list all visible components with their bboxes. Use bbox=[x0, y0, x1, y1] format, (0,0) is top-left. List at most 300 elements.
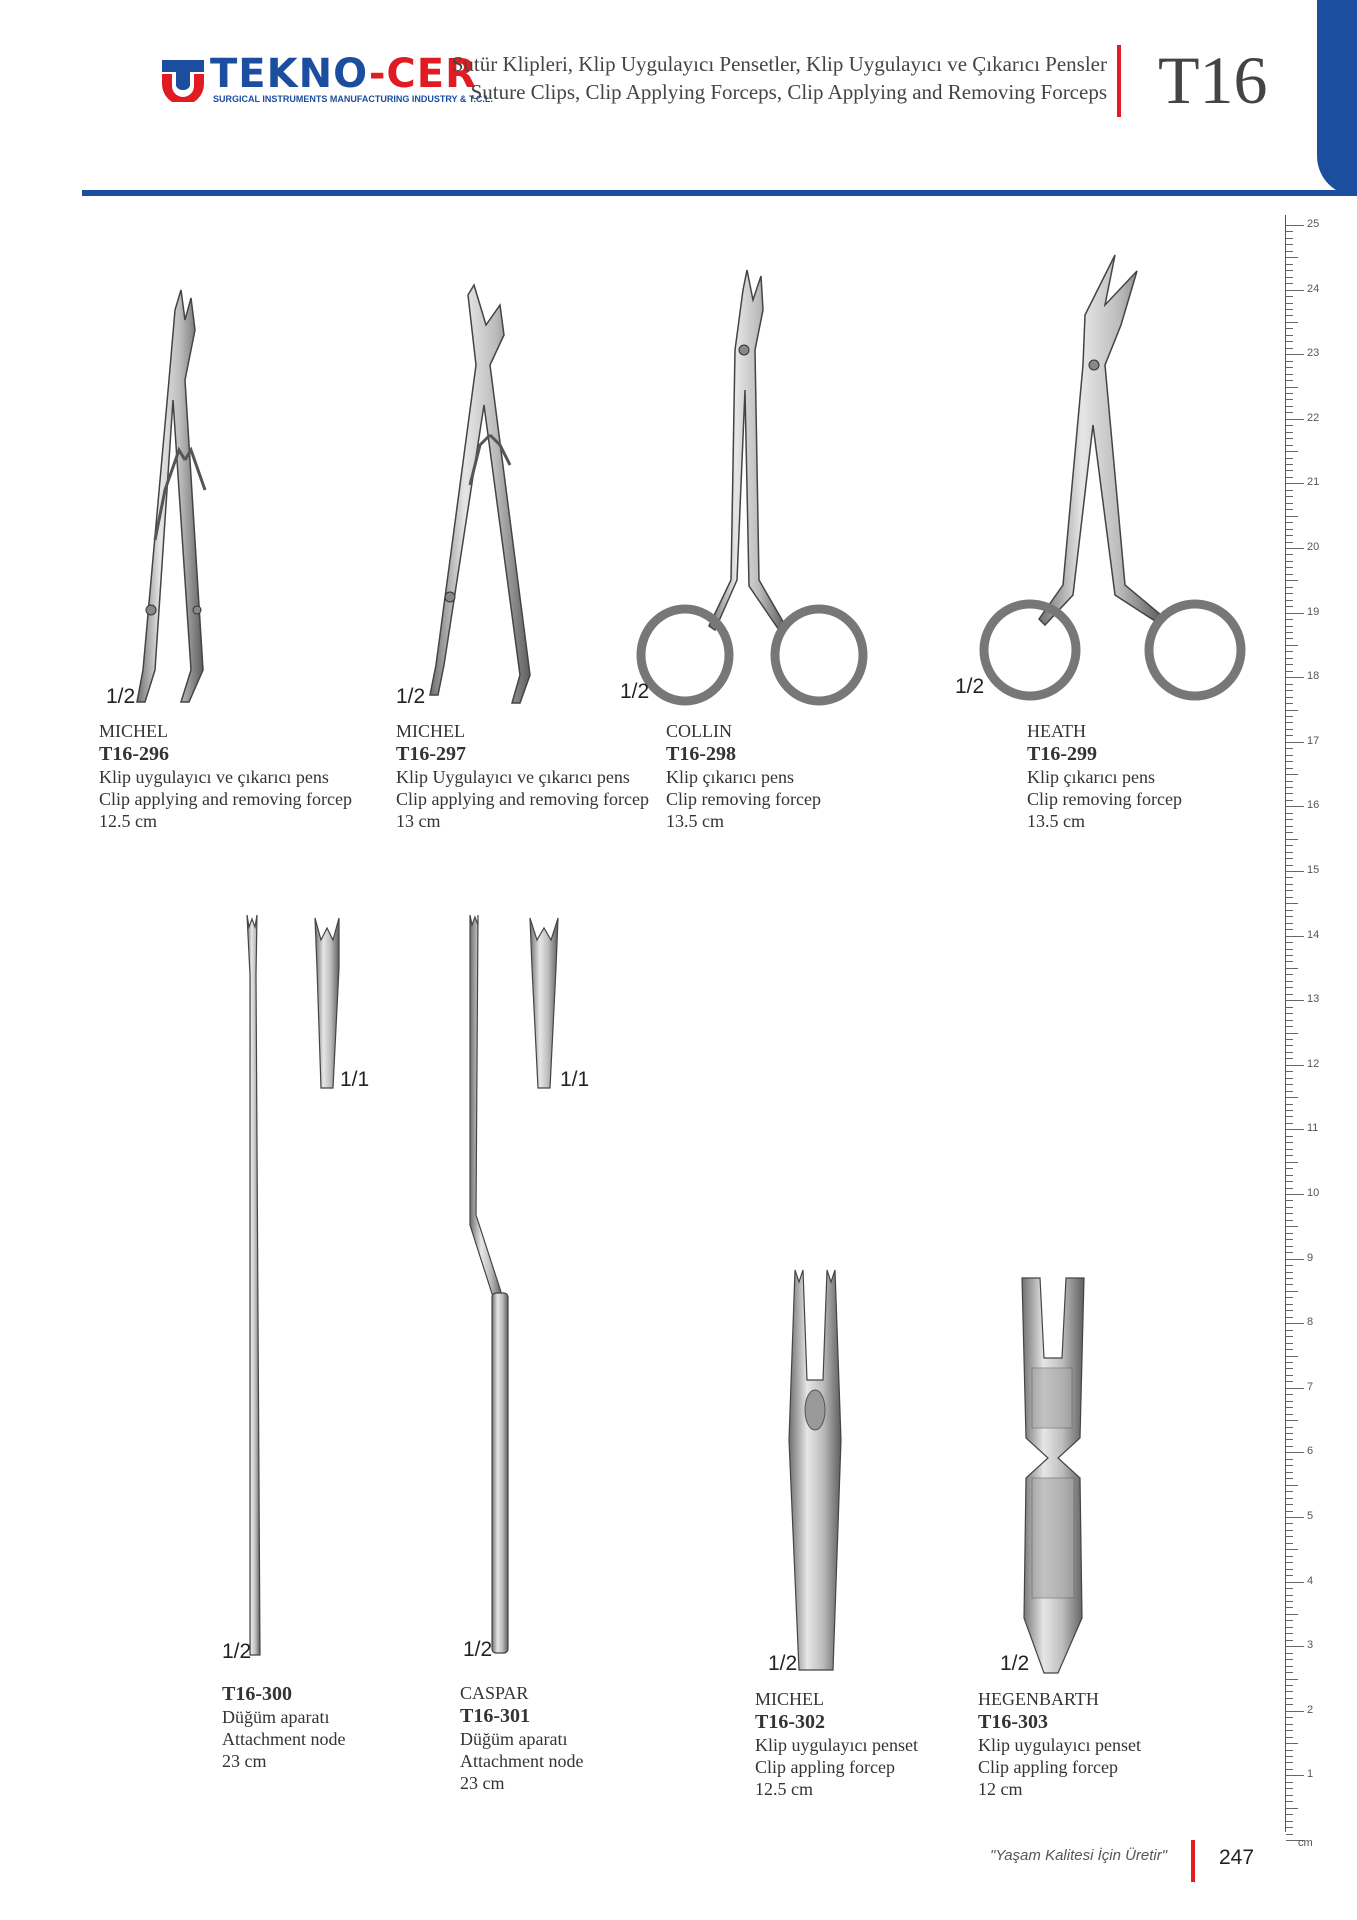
ruler-tick bbox=[1286, 949, 1293, 950]
ruler-tick bbox=[1286, 542, 1293, 543]
ruler-tick bbox=[1286, 425, 1293, 426]
ruler-tick bbox=[1286, 231, 1293, 232]
ruler-tick bbox=[1286, 729, 1293, 730]
ruler-tick bbox=[1286, 974, 1293, 975]
ruler-tick bbox=[1286, 1595, 1293, 1596]
scale-mark: 1/2 bbox=[222, 1640, 252, 1663]
ruler-tick bbox=[1286, 1097, 1298, 1098]
page-title-en: Suture Clips, Clip Applying Forceps, Clip Applying and Removing Forceps bbox=[470, 80, 1107, 104]
product-name: HEGENBARTH bbox=[978, 1689, 1099, 1709]
ruler-tick bbox=[1286, 748, 1293, 749]
page-title-tr: Sutür Klipleri, Klip Uygulayıcı Pensetler, Klip Uygulayıcı ve Çıkarıcı Pensler bbox=[451, 52, 1107, 76]
ruler-tick bbox=[1286, 374, 1293, 375]
ruler-tick bbox=[1286, 1530, 1293, 1531]
ruler-tick bbox=[1286, 1666, 1293, 1667]
ruler-tick bbox=[1286, 1653, 1293, 1654]
ruler-tick bbox=[1286, 1026, 1293, 1027]
ruler-tick bbox=[1286, 961, 1293, 962]
instrument-detail-t16-300 bbox=[313, 918, 343, 1088]
ruler-tick bbox=[1286, 380, 1293, 381]
ruler-tick bbox=[1286, 1775, 1304, 1776]
ruler-tick bbox=[1286, 1808, 1298, 1809]
ruler-tick bbox=[1286, 264, 1293, 265]
ruler-tick bbox=[1286, 529, 1293, 530]
ruler-tick bbox=[1286, 1323, 1304, 1324]
ruler-tick bbox=[1286, 1517, 1304, 1518]
product-size: 13 cm bbox=[396, 811, 441, 831]
ruler-tick bbox=[1286, 1381, 1293, 1382]
ruler-tick bbox=[1286, 910, 1293, 911]
ruler-tick bbox=[1286, 1362, 1293, 1363]
ruler-tick bbox=[1286, 968, 1298, 969]
ruler-tick bbox=[1286, 1414, 1293, 1415]
ruler-tick bbox=[1286, 1394, 1293, 1395]
ruler-tick bbox=[1286, 309, 1293, 310]
ruler-number: 21 bbox=[1307, 476, 1320, 489]
product-size: 12 cm bbox=[978, 1779, 1023, 1799]
ruler-tick bbox=[1286, 1478, 1293, 1479]
ruler-tick bbox=[1286, 1304, 1293, 1305]
ruler-tick bbox=[1286, 341, 1293, 342]
ruler-tick bbox=[1286, 1433, 1293, 1434]
ruler-tick bbox=[1286, 613, 1304, 614]
product-desc-tr: Klip Uygulayıcı ve çıkarıcı pens bbox=[396, 767, 630, 787]
ruler-tick bbox=[1286, 1743, 1298, 1744]
product-caption-t16-302 bbox=[755, 1688, 918, 1800]
product-code: T16-297 bbox=[396, 743, 466, 765]
ruler-tick bbox=[1286, 1679, 1298, 1680]
ruler-tick bbox=[1286, 832, 1293, 833]
ruler-number: 19 bbox=[1307, 605, 1320, 618]
ruler-tick bbox=[1286, 619, 1293, 620]
ruler-tick bbox=[1286, 1646, 1304, 1647]
ruler-tick bbox=[1286, 1058, 1293, 1059]
ruler-tick bbox=[1286, 445, 1293, 446]
ruler-tick bbox=[1286, 1504, 1293, 1505]
ruler-tick bbox=[1286, 270, 1293, 271]
instrument-image-t16-296 bbox=[125, 290, 255, 710]
scale-mark: 1/2 bbox=[768, 1652, 798, 1675]
ruler-tick bbox=[1286, 587, 1293, 588]
product-name: CASPAR bbox=[460, 1683, 529, 1703]
product-desc-tr: Klip uygulayıcı penset bbox=[978, 1735, 1141, 1755]
ruler-tick bbox=[1286, 290, 1304, 291]
ruler-number: 6 bbox=[1307, 1445, 1314, 1458]
ruler-tick bbox=[1286, 1239, 1293, 1240]
ruler-tick bbox=[1286, 1737, 1293, 1738]
ruler-tick bbox=[1286, 890, 1293, 891]
ruler-tick bbox=[1286, 774, 1298, 775]
ruler-number: 23 bbox=[1307, 347, 1320, 360]
ruler-number: 1 bbox=[1307, 1768, 1314, 1781]
ruler-tick bbox=[1286, 697, 1293, 698]
product-size: 12.5 cm bbox=[99, 811, 157, 831]
product-name: COLLIN bbox=[666, 721, 732, 741]
header-corner-accent bbox=[1317, 0, 1357, 196]
ruler-tick bbox=[1286, 1562, 1293, 1563]
ruler-tick bbox=[1286, 1045, 1293, 1046]
ruler-tick bbox=[1286, 865, 1293, 866]
ruler-tick bbox=[1286, 354, 1304, 355]
ruler-tick bbox=[1286, 1717, 1293, 1718]
ruler-tick bbox=[1286, 1071, 1293, 1072]
product-code: T16-301 bbox=[460, 1705, 530, 1727]
ruler-tick bbox=[1286, 1052, 1293, 1053]
ruler-tick bbox=[1286, 574, 1293, 575]
instrument-image-t16-299 bbox=[975, 255, 1255, 710]
ruler-tick bbox=[1286, 1782, 1293, 1783]
ruler-tick bbox=[1286, 412, 1293, 413]
ruler-tick bbox=[1286, 1627, 1293, 1628]
ruler-tick bbox=[1286, 1633, 1293, 1634]
detail-scale-mark: 1/1 bbox=[560, 1068, 590, 1091]
product-caption-t16-299 bbox=[1027, 720, 1182, 832]
ruler-tick bbox=[1286, 1795, 1293, 1796]
ruler-number: 4 bbox=[1307, 1574, 1314, 1587]
ruler-tick bbox=[1286, 283, 1293, 284]
ruler-tick bbox=[1286, 1349, 1293, 1350]
ruler-tick bbox=[1286, 755, 1293, 756]
ruler-tick bbox=[1286, 1601, 1293, 1602]
instrument-image-t16-301 bbox=[450, 915, 520, 1660]
ruler-number: 8 bbox=[1307, 1316, 1314, 1329]
ruler-tick bbox=[1286, 806, 1304, 807]
product-desc-tr: Klip uygulayıcı ve çıkarıcı pens bbox=[99, 767, 329, 787]
ruler-tick bbox=[1286, 593, 1293, 594]
ruler-tick bbox=[1286, 1724, 1293, 1725]
ruler-tick bbox=[1286, 238, 1293, 239]
ruler-tick bbox=[1286, 1175, 1293, 1176]
ruler-tick bbox=[1286, 1155, 1293, 1156]
ruler-number: 20 bbox=[1307, 541, 1320, 553]
ruler-tick bbox=[1286, 1136, 1293, 1137]
ruler-tick bbox=[1286, 1013, 1293, 1014]
instrument-image-t16-303 bbox=[1018, 1278, 1088, 1678]
ruler-tick bbox=[1286, 987, 1293, 988]
ruler-tick bbox=[1286, 1427, 1293, 1428]
ruler-tick bbox=[1286, 1801, 1293, 1802]
ruler-tick bbox=[1286, 1310, 1293, 1311]
product-desc-tr: Klip çıkarıcı pens bbox=[666, 767, 794, 787]
ruler-tick bbox=[1286, 361, 1293, 362]
ruler-tick bbox=[1286, 483, 1304, 484]
product-size: 13.5 cm bbox=[666, 811, 724, 831]
ruler-tick bbox=[1286, 432, 1293, 433]
ruler-tick bbox=[1286, 567, 1293, 568]
ruler-tick bbox=[1286, 1375, 1293, 1376]
ruler-tick bbox=[1286, 1465, 1293, 1466]
ruler-tick bbox=[1286, 516, 1298, 517]
ruler-tick bbox=[1286, 1543, 1293, 1544]
ruler-tick bbox=[1286, 1588, 1293, 1589]
ruler-tick bbox=[1286, 509, 1293, 510]
page-title bbox=[452, 50, 1107, 106]
ruler-tick bbox=[1286, 936, 1304, 937]
product-desc-en: Attachment node bbox=[460, 1751, 584, 1771]
product-code: T16-298 bbox=[666, 743, 736, 765]
ruler-tick bbox=[1286, 819, 1293, 820]
header-rule bbox=[82, 190, 1357, 196]
ruler-tick bbox=[1286, 942, 1293, 943]
ruler-tick bbox=[1286, 852, 1293, 853]
product-code: T16-299 bbox=[1027, 743, 1097, 765]
ruler-tick bbox=[1286, 710, 1298, 711]
ruler-tick bbox=[1286, 923, 1293, 924]
ruler-tick bbox=[1286, 1033, 1298, 1034]
ruler-tick bbox=[1286, 1569, 1293, 1570]
ruler-tick bbox=[1286, 1614, 1298, 1615]
ruler-tick bbox=[1286, 690, 1293, 691]
ruler-tick bbox=[1286, 1084, 1293, 1085]
scale-mark: 1/2 bbox=[463, 1638, 493, 1661]
product-desc-en: Clip applying and removing forcep bbox=[396, 789, 649, 809]
ruler-tick bbox=[1286, 522, 1293, 523]
footer-slogan: "Yaşam Kalitesi İçin Üretir" bbox=[990, 1847, 1168, 1864]
ruler-tick bbox=[1286, 1330, 1293, 1331]
header-separator bbox=[1117, 45, 1121, 117]
ruler-tick bbox=[1286, 561, 1293, 562]
product-desc-tr: Düğüm aparatı bbox=[222, 1707, 330, 1727]
ruler-tick bbox=[1286, 367, 1293, 368]
ruler-tick bbox=[1286, 1278, 1293, 1279]
product-code: T16-303 bbox=[978, 1711, 1048, 1733]
ruler-tick bbox=[1286, 1317, 1293, 1318]
ruler-tick bbox=[1286, 768, 1293, 769]
product-desc-en: Clip appling forcep bbox=[755, 1757, 895, 1777]
ruler-tick bbox=[1286, 554, 1293, 555]
ruler-tick bbox=[1286, 1827, 1293, 1828]
ruler-number: 9 bbox=[1307, 1251, 1314, 1264]
detail-scale-mark: 1/1 bbox=[340, 1068, 370, 1091]
ruler-tick bbox=[1286, 916, 1293, 917]
ruler-number: 25 bbox=[1307, 218, 1320, 230]
page-number: 247 bbox=[1219, 1846, 1255, 1869]
ruler-number: 16 bbox=[1307, 799, 1320, 812]
ruler-tick bbox=[1286, 1039, 1293, 1040]
ruler-tick bbox=[1286, 1549, 1298, 1550]
ruler-tick bbox=[1286, 1356, 1298, 1357]
product-caption-t16-300 bbox=[222, 1682, 345, 1772]
ruler-tick bbox=[1286, 1691, 1293, 1692]
ruler-tick bbox=[1286, 845, 1293, 846]
product-size: 23 cm bbox=[222, 1751, 267, 1771]
ruler-tick bbox=[1286, 1265, 1293, 1266]
product-caption-t16-298 bbox=[666, 720, 821, 832]
ruler-tick bbox=[1286, 1472, 1293, 1473]
ruler-tick bbox=[1286, 1188, 1293, 1189]
product-code: T16-296 bbox=[99, 743, 169, 765]
ruler-number: 10 bbox=[1307, 1187, 1320, 1199]
ruler-tick bbox=[1286, 1511, 1293, 1512]
ruler-tick bbox=[1286, 1485, 1298, 1486]
ruler-tick bbox=[1286, 419, 1304, 420]
ruler-tick bbox=[1286, 548, 1304, 549]
ruler-tick bbox=[1286, 580, 1298, 581]
ruler-tick bbox=[1286, 393, 1293, 394]
ruler-tick bbox=[1286, 1491, 1293, 1492]
ruler-tick bbox=[1286, 1065, 1304, 1066]
ruler-tick bbox=[1286, 1672, 1293, 1673]
ruler-tick bbox=[1286, 1291, 1298, 1292]
product-size: 12.5 cm bbox=[755, 1779, 813, 1799]
product-name: MICHEL bbox=[396, 721, 465, 741]
ruler-tick bbox=[1286, 871, 1304, 872]
ruler-tick bbox=[1286, 1272, 1293, 1273]
ruler-tick bbox=[1286, 858, 1293, 859]
ruler-tick bbox=[1286, 1498, 1293, 1499]
ruler-tick bbox=[1286, 1233, 1293, 1234]
ruler-tick bbox=[1286, 684, 1293, 685]
ruler-tick bbox=[1286, 335, 1293, 336]
ruler-tick bbox=[1286, 315, 1293, 316]
ruler-tick bbox=[1286, 742, 1304, 743]
ruler-number: 22 bbox=[1307, 411, 1320, 424]
ruler-tick bbox=[1286, 716, 1293, 717]
ruler-tick bbox=[1286, 638, 1293, 639]
instrument-image-t16-302 bbox=[785, 1270, 845, 1680]
product-caption-t16-301 bbox=[460, 1682, 583, 1794]
ruler-tick bbox=[1286, 477, 1293, 478]
ruler-tick bbox=[1286, 703, 1293, 704]
product-desc-tr: Düğüm aparatı bbox=[460, 1729, 568, 1749]
ruler-tick bbox=[1286, 1297, 1293, 1298]
ruler-tick bbox=[1286, 244, 1293, 245]
ruler-tick bbox=[1286, 1762, 1293, 1763]
ruler-number: 2 bbox=[1307, 1703, 1314, 1716]
product-name: MICHEL bbox=[755, 1689, 824, 1709]
ruler-tick bbox=[1286, 651, 1293, 652]
ruler-tick bbox=[1286, 645, 1298, 646]
ruler-tick bbox=[1286, 1091, 1293, 1092]
ruler-tick bbox=[1286, 490, 1293, 491]
ruler-tick bbox=[1286, 1439, 1293, 1440]
ruler-tick bbox=[1286, 1200, 1293, 1201]
ruler-tick bbox=[1286, 322, 1298, 323]
ruler-tick bbox=[1286, 664, 1293, 665]
ruler-tick bbox=[1286, 722, 1293, 723]
ruler-tick bbox=[1286, 1194, 1304, 1195]
ruler-tick bbox=[1286, 470, 1293, 471]
ruler-tick bbox=[1286, 632, 1293, 633]
ruler-tick bbox=[1286, 761, 1293, 762]
ruler-tick bbox=[1286, 1769, 1293, 1770]
ruler-tick bbox=[1286, 1078, 1293, 1079]
ruler-tick bbox=[1286, 1000, 1304, 1001]
footer-separator bbox=[1191, 1840, 1195, 1882]
logo-subtitle: SURGICAL INSTRUMENTS MANUFACTURING INDUSTRY & T.C.L. bbox=[213, 94, 493, 104]
ruler-tick bbox=[1286, 658, 1293, 659]
ruler-tick bbox=[1286, 929, 1293, 930]
ruler-tick bbox=[1286, 1343, 1293, 1344]
ruler-tick bbox=[1286, 813, 1293, 814]
product-code: T16-302 bbox=[755, 1711, 825, 1733]
ruler-tick bbox=[1286, 328, 1293, 329]
ruler-tick bbox=[1286, 787, 1293, 788]
ruler-tick bbox=[1286, 1582, 1304, 1583]
product-size: 23 cm bbox=[460, 1773, 505, 1793]
ruler-tick bbox=[1286, 1168, 1293, 1169]
ruler-tick bbox=[1286, 1142, 1293, 1143]
product-desc-tr: Klip çıkarıcı pens bbox=[1027, 767, 1155, 787]
ruler-tick bbox=[1286, 1575, 1293, 1576]
ruler-tick bbox=[1286, 1730, 1293, 1731]
ruler-number: 14 bbox=[1307, 928, 1320, 941]
scale-mark: 1/2 bbox=[1000, 1652, 1030, 1675]
ruler-tick bbox=[1286, 1698, 1293, 1699]
tekno-cer-logo-mark-icon bbox=[160, 56, 206, 102]
product-caption-t16-303 bbox=[978, 1688, 1141, 1800]
ruler-number: 7 bbox=[1307, 1380, 1314, 1393]
ruler-tick bbox=[1286, 735, 1293, 736]
scale-mark: 1/2 bbox=[620, 680, 650, 703]
ruler-tick bbox=[1286, 1007, 1293, 1008]
ruler-number: 3 bbox=[1307, 1639, 1314, 1652]
ruler-tick bbox=[1286, 451, 1298, 452]
ruler-tick bbox=[1286, 1149, 1293, 1150]
ruler-tick bbox=[1286, 897, 1293, 898]
ruler-tick bbox=[1286, 877, 1293, 878]
ruler-number: 18 bbox=[1307, 670, 1320, 683]
scale-mark: 1/2 bbox=[106, 685, 136, 708]
ruler-tick bbox=[1286, 793, 1293, 794]
product-desc-en: Clip removing forcep bbox=[666, 789, 821, 809]
ruler-tick bbox=[1286, 781, 1293, 782]
ruler-tick bbox=[1286, 1459, 1293, 1460]
product-caption-t16-297 bbox=[396, 720, 649, 832]
product-caption-t16-296 bbox=[99, 720, 352, 832]
ruler-tick bbox=[1286, 458, 1293, 459]
ruler-tick bbox=[1286, 1711, 1304, 1712]
ruler-tick bbox=[1286, 981, 1293, 982]
ruler-tick bbox=[1286, 438, 1293, 439]
ruler-tick bbox=[1286, 303, 1293, 304]
product-name: HEATH bbox=[1027, 721, 1086, 741]
ruler-tick bbox=[1286, 348, 1293, 349]
ruler-tick bbox=[1286, 1788, 1293, 1789]
ruler-tick bbox=[1286, 1226, 1298, 1227]
ruler-tick bbox=[1286, 1704, 1293, 1705]
ruler-tick bbox=[1286, 955, 1293, 956]
ruler-tick bbox=[1286, 1181, 1293, 1182]
ruler-number: 15 bbox=[1307, 864, 1320, 876]
ruler-tick bbox=[1286, 677, 1304, 678]
ruler-tick bbox=[1286, 994, 1293, 995]
scale-mark: 1/2 bbox=[955, 675, 985, 698]
product-name: MICHEL bbox=[99, 721, 168, 741]
ruler-tick bbox=[1286, 251, 1293, 252]
ruler-tick bbox=[1286, 1123, 1293, 1124]
ruler-tick bbox=[1286, 884, 1293, 885]
ruler-number: 13 bbox=[1307, 993, 1320, 1006]
instrument-image-t16-298 bbox=[635, 270, 875, 710]
ruler-tick bbox=[1286, 1336, 1293, 1337]
ruler-tick bbox=[1286, 1129, 1304, 1130]
ruler-tick bbox=[1286, 1252, 1293, 1253]
ruler-tick bbox=[1286, 800, 1293, 801]
ruler-number: 17 bbox=[1307, 734, 1320, 747]
ruler-tick bbox=[1286, 1116, 1293, 1117]
ruler-tick bbox=[1286, 1104, 1293, 1105]
ruler-tick bbox=[1286, 296, 1293, 297]
ruler-tick bbox=[1286, 1207, 1293, 1208]
ruler-tick bbox=[1286, 1259, 1304, 1260]
section-code: T16 bbox=[1158, 42, 1268, 118]
ruler-tick bbox=[1286, 1420, 1298, 1421]
ruler-tick bbox=[1286, 1020, 1293, 1021]
ruler-number: 11 bbox=[1307, 1122, 1319, 1135]
ruler-tick bbox=[1286, 257, 1298, 258]
ruler-tick bbox=[1286, 826, 1293, 827]
